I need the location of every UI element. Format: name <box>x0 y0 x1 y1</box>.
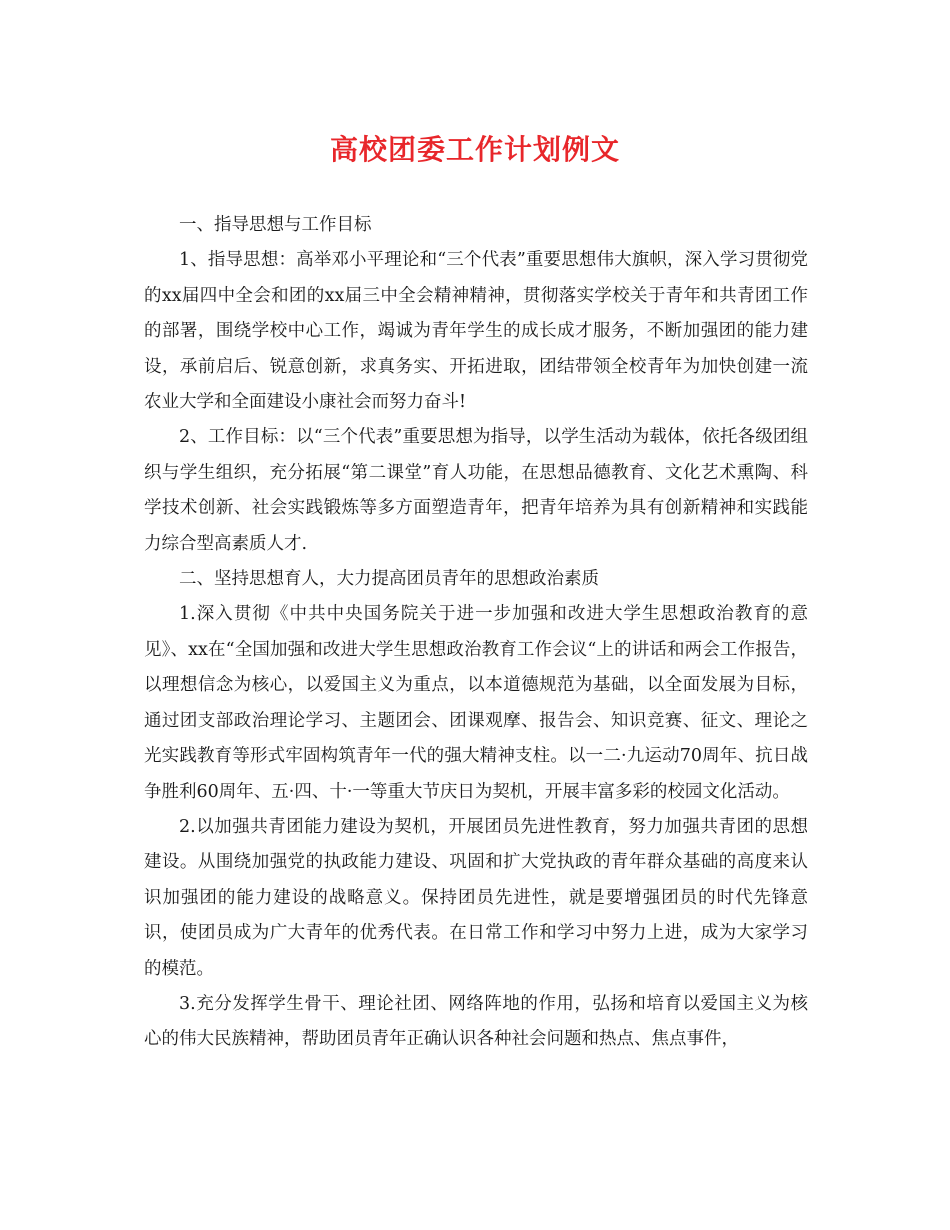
section-heading-1: 一、指导思想与工作目标 <box>179 215 372 235</box>
document-body <box>144 208 808 1058</box>
paragraph-item-1: 1.深入贯彻《中共中央国务院关于进一步加强和改进大学生思想政治教育的意见》、xx在“全国加强和改进大学生思想政治教育工作会议“上的讲话和两会工作报告，以理想信念为核心，以爱国主义为重点，以本道德规范为基础，以全面发展为目标，通过团支部政治理论学习、主题团会、团课观摩、报告会、知识竞赛、征文、理论之光实践教育等形式牢固构筑青年一代的强大精神支柱。以一二·九运动70周年、抗日战争胜利60周年、五·四、十·一等重大节庆日为契机，开展丰富多彩的校园文化活动。 <box>144 604 808 802</box>
paragraph-guiding-ideology: 1、指导思想：高举邓小平理论和“三个代表”重要思想伟大旗帜，深入学习贯彻党的xx届四中全会和团的xx届三中全会精神精神，贯彻落实学校关于青年和共青团工作的部署，围绕学校中心工作，竭诚为青年学生的成长成才服务，不断加强团的能力建设，承前启后、锐意创新，求真务实、开拓进取，团结带领全校青年为加快创建一流农业大学和全面建设小康社会而努力奋斗! <box>144 250 808 413</box>
paragraph-item-3: 3.充分发挥学生骨干、理论社团、网络阵地的作用，弘扬和培育以爱国主义为核心的伟大民族精神，帮助团员青年正确认识各种社会问题和热点、焦点事件， <box>144 993 808 1050</box>
section-heading-2: 二、坚持思想育人，大力提高团员青年的思想政治素质 <box>179 569 599 590</box>
paragraph-work-goals: 2、工作目标：以“三个代表”重要思想为指导，以学生活动为载体，依托各级团组织与学生组织，充分拓展“第二课堂”育人功能，在思想品德教育、文化艺术熏陶、科学技术创新、社会实践锻炼等多方面塑造青年，把青年培养为具有创新精神和实践能力综合型高素质人才. <box>144 427 808 554</box>
paragraph-item-2: 2.以加强共青团能力建设为契机，开展团员先进性教育，努力加强共青团的思想建设。从围绕加强党的执政能力建设、巩固和扩大党执政的青年群众基础的高度来认识加强团的能力建设的战略意义。保持团员先进性，就是要增强团员的时代先锋意识，使团员成为广大青年的优秀代表。在日常工作和学习中努力上进，成为大家学习的模范。 <box>144 816 808 979</box>
document-title: 高校团委工作计划例文 <box>329 133 620 166</box>
